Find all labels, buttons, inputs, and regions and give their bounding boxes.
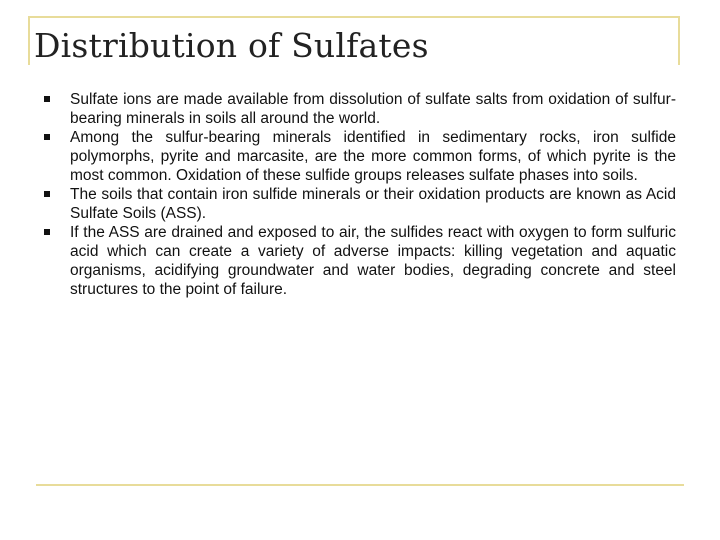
- bullet-text: If the ASS are drained and exposed to air, the sulfides react with oxygen to form sulfuric acid which can create a variety of adverse impacts: killing vegetation and aquatic organisms, acidifying groundwater and water bodies, degrading concrete and steel structures to the point of failure.: [70, 224, 676, 298]
- title-frame-top-rule: [28, 16, 680, 18]
- square-bullet-icon: [44, 134, 50, 140]
- slide-title: Distribution of Sulfates: [34, 26, 429, 65]
- bullet-text: Sulfate ions are made available from dissolution of sulfate salts from oxidation of sulfur-bearing minerals in soils all around the world.: [70, 91, 676, 127]
- title-frame-right-rule: [678, 16, 680, 65]
- bullet-item: [44, 185, 676, 223]
- bottom-rule: [36, 484, 684, 486]
- bullet-item: [44, 90, 676, 128]
- bullet-text: The soils that contain iron sulfide minerals or their oxidation products are known as Acid Sulfate Soils (ASS).: [70, 186, 676, 222]
- square-bullet-icon: [44, 191, 50, 197]
- title-frame-left-rule: [28, 16, 30, 65]
- bullet-text: Among the sulfur-bearing minerals identified in sedimentary rocks, iron sulfide polymorphs, pyrite and marcasite, are the more common forms, of which pyrite is the most common. Oxidation of these sulfide groups releases sulfate phases into soils.: [70, 129, 676, 184]
- square-bullet-icon: [44, 96, 50, 102]
- bullet-item: [44, 128, 676, 185]
- bullet-list: [44, 90, 676, 299]
- bullet-item: [44, 223, 676, 299]
- square-bullet-icon: [44, 229, 50, 235]
